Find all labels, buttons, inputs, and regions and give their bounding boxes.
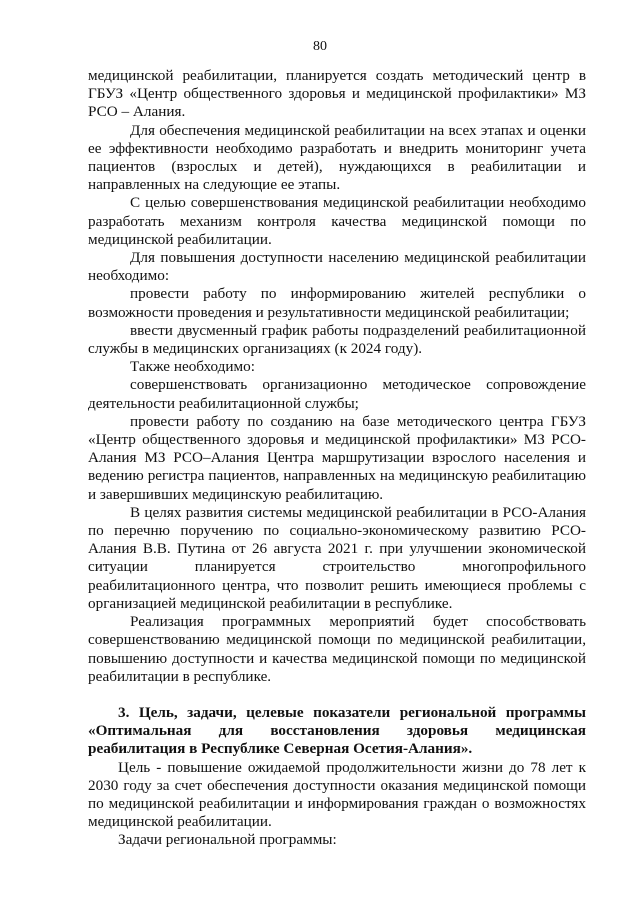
paragraph: Для повышения доступности населению медицинской реабилитации необходимо:	[88, 249, 586, 285]
document-body	[88, 67, 586, 850]
paragraph: совершенствовать организационно методическое сопровождение деятельности реабилитационной службы;	[88, 376, 586, 412]
page-number: 80	[313, 39, 327, 54]
paragraph: провести работу по созданию на базе методического центра ГБУЗ «Центр общественного здоровья и медицинской профилактики» МЗ РСО-Алания МЗ РСО–Алания Центра маршрутизации взрослого населения и ведению регистра пациентов, направленных на медицинскую реабилитацию и завершивших медицинскую реабилитацию.	[88, 412, 586, 503]
paragraph: медицинской реабилитации, планируется создать методический центр в ГБУЗ «Центр общественного здоровья и медицинской профилактики» МЗ РСО – Алания.	[88, 67, 586, 121]
paragraph: ввести двусменный график работы подразделений реабилитационной службы в медицинских организациях (к 2024 году).	[88, 321, 586, 358]
paragraph: С целью совершенствования медицинской реабилитации необходимо разработать механизм контроля качества медицинской помощи по медицинской реабилитации.	[88, 194, 586, 248]
paragraph: Для обеспечения медицинской реабилитации на всех этапах и оценки ее эффективности необходимо разработать и внедрить мониторинг учета пациентов (взрослых и детей), нуждающихся в реабилитации и направленных на следующие ее этапы.	[88, 121, 586, 194]
goal-paragraph: Цель - повышение ожидаемой продолжительности жизни до 78 лет к 2030 году за счет обеспечения доступности оказания медицинской помощи по медицинской реабилитации и информирования граждан о возможностях медицинской реабилитации.	[88, 758, 586, 831]
section-heading: 3. Цель, задачи, целевые показатели региональной программы «Оптимальная для восстановления здоровья медицинская реабилитация в Республике Северная Осетия-Алания».	[88, 703, 586, 758]
tasks-paragraph: Задачи региональной программы:	[118, 831, 337, 849]
paragraph: В целях развития системы медицинской реабилитации в РСО-Алания по перечню поручению по социально-экономическому развитию РСО-Алания В.В. Путина от 26 августа 2021 г. при улучшении экономической ситуации планируется строительство многопрофильного реабилитационного центра, что позволит решить имеющиеся проблемы с организацией медицинской реабилитации в республике.	[88, 503, 586, 612]
paragraph: Также необходимо:	[130, 358, 255, 376]
paragraph: провести работу по информированию жителей республики о возможности проведения и результативности медицинской реабилитации;	[88, 285, 586, 321]
paragraph: Реализация программных мероприятий будет способствовать совершенствованию медицинской помощи по медицинской реабилитации, повышению доступности и качества медицинской помощи по медицинской реабилитации в республике.	[88, 613, 586, 685]
